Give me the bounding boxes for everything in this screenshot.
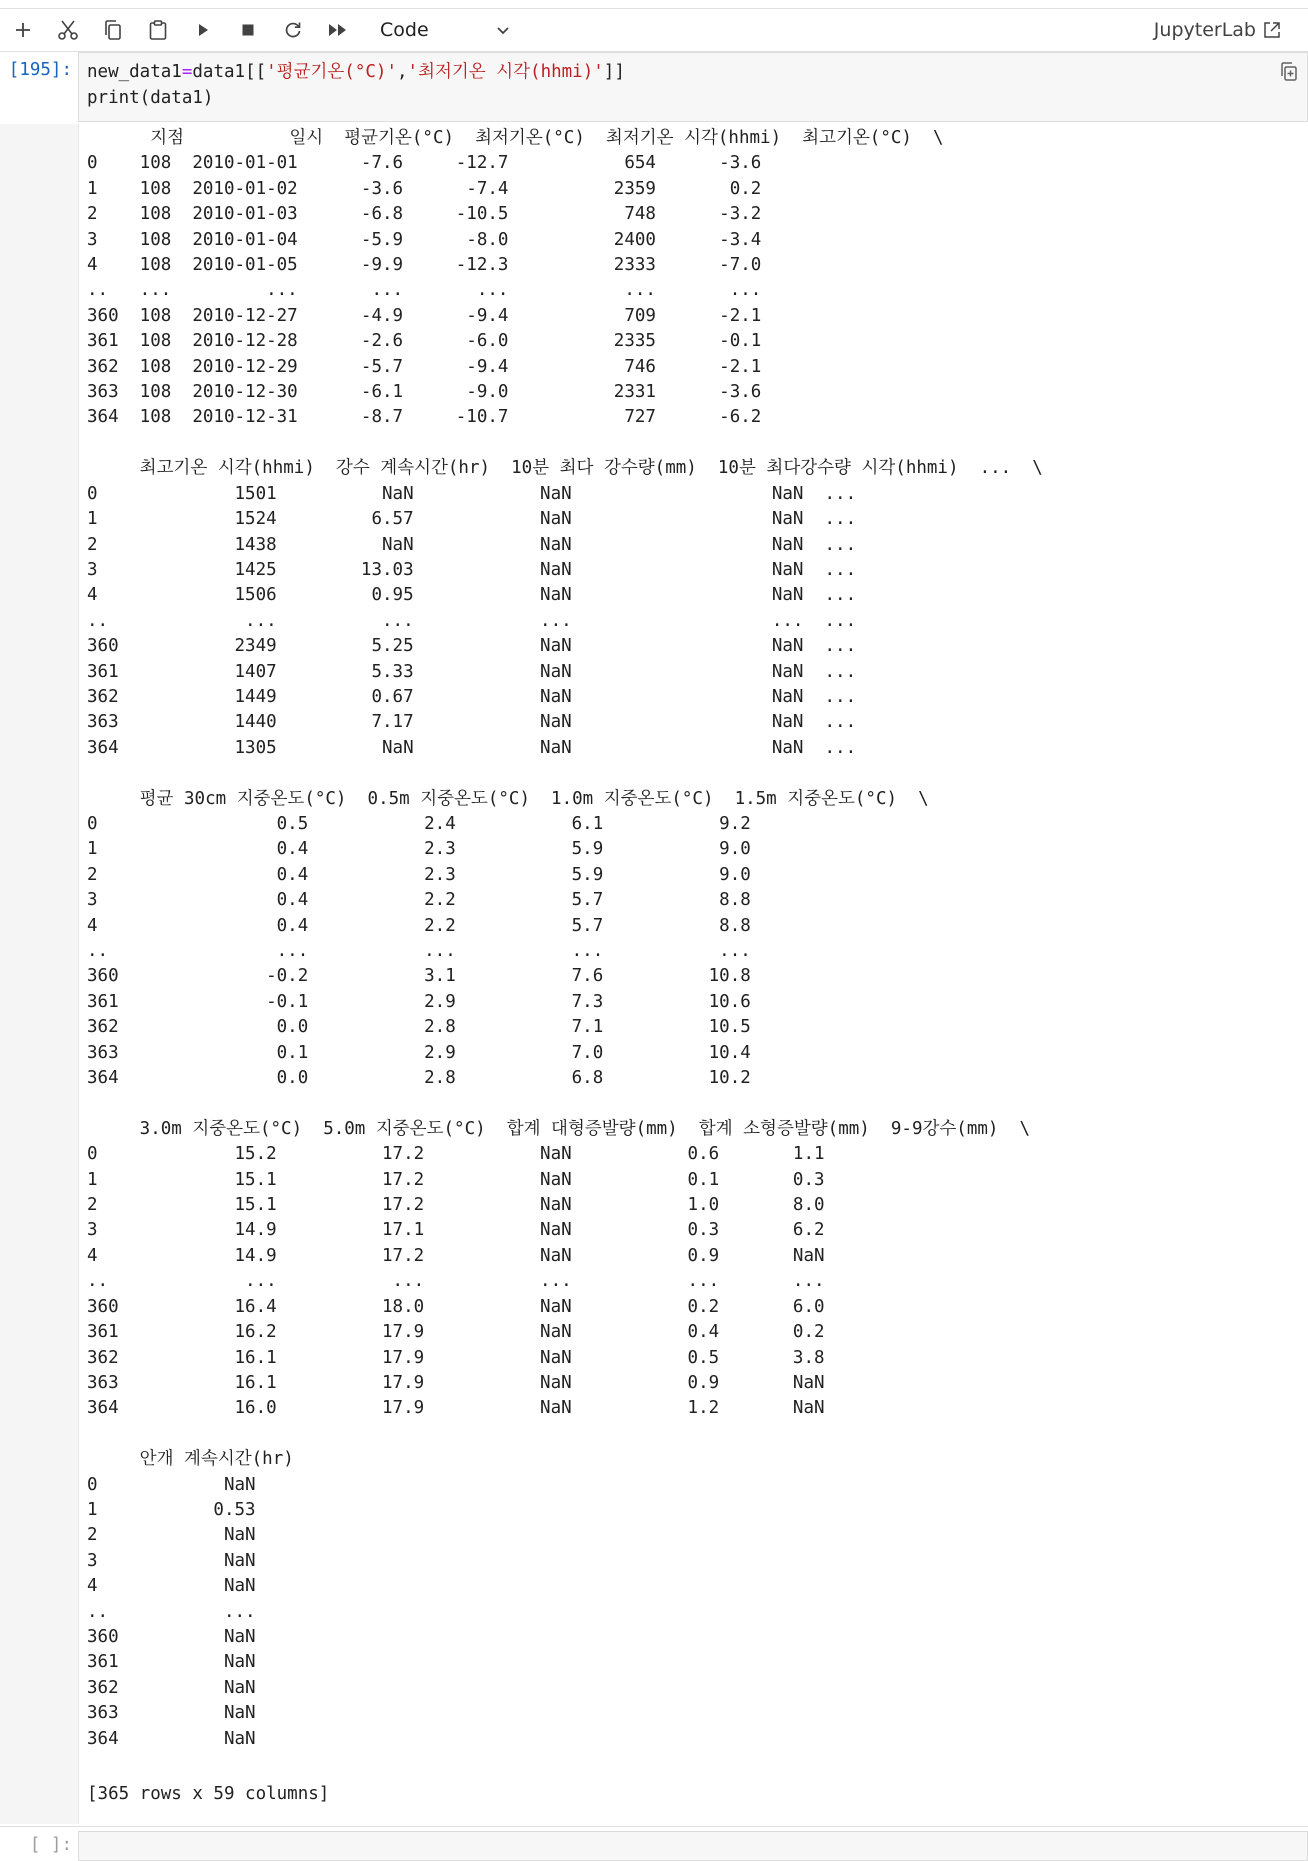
input-prompt: [195]: bbox=[8, 60, 72, 80]
external-link-icon bbox=[1262, 20, 1282, 40]
code-text[interactable] bbox=[87, 59, 625, 111]
play-icon bbox=[194, 21, 212, 39]
stop-icon bbox=[239, 21, 257, 39]
notebook-toolbar bbox=[0, 9, 1308, 52]
jupyterlab-label: JupyterLab bbox=[1153, 19, 1256, 41]
insert-cell-button[interactable] bbox=[0, 9, 45, 51]
empty-code-cell[interactable] bbox=[0, 1826, 1308, 1857]
run-button[interactable] bbox=[180, 9, 225, 51]
restart-run-all-button[interactable] bbox=[315, 9, 360, 51]
top-edge bbox=[0, 0, 1308, 9]
fast-forward-icon bbox=[327, 21, 349, 39]
jupyterlab-link[interactable] bbox=[1154, 9, 1282, 51]
chevron-down-icon bbox=[494, 21, 512, 39]
code-string-2: '최저기온 시각(hhmi)' bbox=[407, 62, 604, 82]
cell-type-value: Code bbox=[380, 19, 429, 41]
plus-icon bbox=[14, 21, 32, 39]
code-editor[interactable] bbox=[78, 52, 1308, 122]
code-close-bracket: ]] bbox=[603, 62, 625, 82]
restart-icon bbox=[283, 20, 303, 40]
code-line-2: print(data1) bbox=[87, 88, 214, 108]
code-cell[interactable] bbox=[0, 52, 1308, 124]
empty-code-editor[interactable] bbox=[78, 1831, 1308, 1861]
copy-icon bbox=[102, 19, 124, 41]
paste-button[interactable] bbox=[135, 9, 180, 51]
code-operator: = bbox=[181, 62, 193, 82]
cell-type-select[interactable] bbox=[364, 15, 524, 45]
dataframe-output: 지점 일시 평균기온(°C) 최저기온(°C) 최저기온 시각(hhmi) 최고기온(°C) \ 0 108 2010-01-01 -7.6 -12.7 654 -3.6 1 108 2010-01-02 -3.6 -7.4 2359 0.2 2 108 2010-01-03 -6.8 -10.5 748 -3.2 3 108 2010-01-04 -5.9 -8.0 2400 -3.4 4 108 2010-01-05 -9.9 -12.3 2333 -7.0 .. ... ... ... ... ... ... 360 108 2010-12-27 -4.9 -9.4 709 -2.1 361 108 2010-12-28 -2.6 -6.0 2335 -0.1 362 108 2010-12-29 -5.7 -9.4 746 -2.1 363 108 2010-12-30 -6.1 -9.0 2331 -3.6 364 108 2010-12-31 -8.7 -10.7 727 -6.2 최고기온 시각(hhmi) 강수 계속시간(hr) 10분 최다 강수량(mm) 10분 최다강수량 시각(hhmi) ... \ 0 1501 NaN NaN NaN ... 1 1524 6.57 NaN NaN ... 2 1438 NaN NaN NaN ... 3 1425 13.03 NaN NaN ... 4 1506 0.95 NaN NaN ... .. ... ... ... ... ... 360 2349 5.25 NaN NaN ... 361 1407 5.33 NaN NaN ... 362 1449 0.67 NaN NaN ... 363 1440 7.17 NaN NaN ... 364 1305 NaN NaN NaN ... 평균 30cm 지중온도(°C) 0.5m 지중온도(°C) 1.0m 지중온도(°C) 1.5m 지중온도(°C) \ 0 0.5 2.4 6.1 9.2 1 0.4 2.3 5.9 9.0 2 0.4 2.3 5.9 9.0 3 0.4 2.2 5.7 8.8 4 0.4 2.2 5.7 8.8 .. ... ... ... ... 360 -0.2 3.1 7.6 10.8 361 -0.1 2.9 7.3 10.6 362 0.0 2.8 7.1 10.5 363 0.1 2.9 7.0 10.4 364 0.0 2.8 6.8 10.2 3.0m 지중온도(°C) 5.0m 지중온도(°C) 합계 대형증발량(mm) 합계 소형증발량(mm) 9-9강수(mm) \ 0 15.2 17.2 NaN 0.6 1.1 1 15.1 17.2 NaN 0.1 0.3 2 15.1 17.2 NaN 1.0 8.0 3 14.9 17.1 NaN 0.3 6.2 4 14.9 17.2 NaN 0.9 NaN .. ... ... ... ... ... 360 16.4 18.0 NaN 0.2 6.0 361 16.2 17.9 NaN 0.4 0.2 362 16.1 17.9 NaN 0.5 3.8 363 16.1 17.9 NaN 0.9 NaN 364 16.0 17.9 NaN 1.2 NaN 안개 계속시간(hr) 0 NaN 1 0.53 2 NaN 3 NaN 4 NaN .. ... 360 NaN 361 NaN 362 NaN 363 NaN 364 NaN bbox=[87, 128, 1043, 1749]
copy-button[interactable] bbox=[90, 9, 135, 51]
code-string-1: '평균기온(°C)' bbox=[266, 62, 397, 82]
output-prompt-area bbox=[0, 124, 78, 1824]
interrupt-button[interactable] bbox=[225, 9, 270, 51]
copy-cell-icon[interactable] bbox=[1279, 61, 1299, 83]
code-var: new_data1 bbox=[87, 62, 182, 82]
code-open-bracket: [[ bbox=[245, 62, 267, 82]
clipboard-icon bbox=[147, 19, 169, 41]
dataframe-shape: [365 rows x 59 columns] bbox=[87, 1784, 330, 1804]
code-comma: , bbox=[396, 62, 408, 82]
restart-button[interactable] bbox=[270, 9, 315, 51]
code-object: data1 bbox=[192, 62, 246, 82]
cut-button[interactable] bbox=[45, 9, 90, 51]
scissors-icon bbox=[57, 19, 79, 41]
empty-cell-prompt: [ ]: bbox=[29, 1835, 72, 1855]
